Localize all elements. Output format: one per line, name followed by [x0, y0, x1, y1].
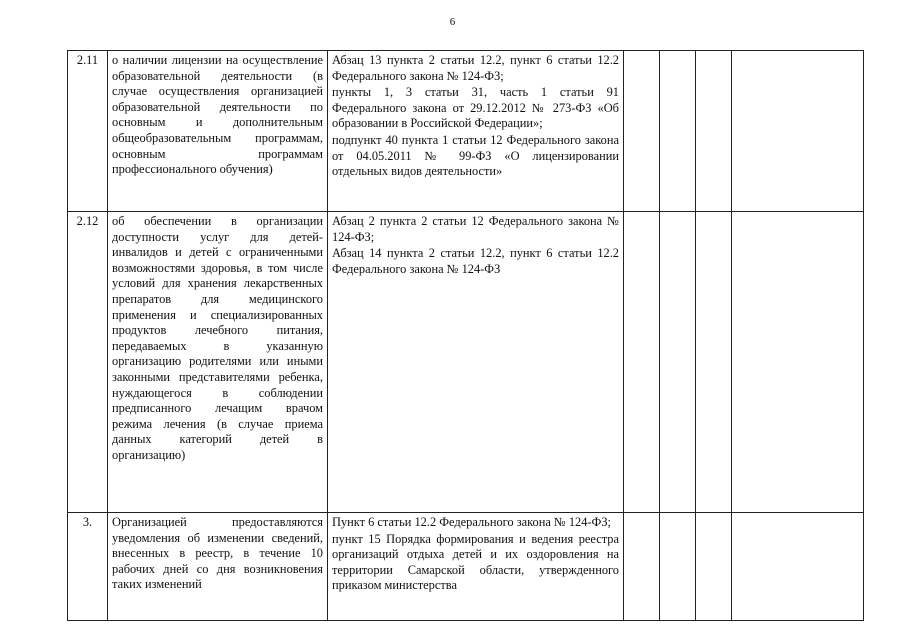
page-number: 6 [449, 16, 456, 28]
basis-paragraph: пункты 1, 3 статьи 31, часть 1 статьи 91 Федерального закона от 29.12.2012 № 273-ФЗ «Об образовании в Российской Федерации»; [332, 85, 619, 131]
empty-cell [696, 51, 732, 212]
row-description: об обеспечении в организации доступности услуг для детей-инвалидов и детей с ограниченными возможностями здоровья, в том числе условий для хранения лекарственных препаратов для медицинского применения и специализированных продуктов лечебного питания, передаваемых в указанную организацию родителями или иными законными представителями ребенка, нуждающегося в соблюдении предписанного лечащим врачом режима лечения (в случае приема данных категорий детей в организацию) [108, 212, 328, 513]
basis-paragraph: пункт 15 Порядка формирования и ведения реестра организаций отдыха детей и их оздоровления на территории Самарской области, утвержденного приказом министерства [332, 531, 619, 593]
basis-paragraph: Абзац 14 пункта 2 статьи 12.2, пункт 6 статьи 12.2 Федерального закона № 124-ФЗ [332, 246, 619, 276]
basis-paragraph: Абзац 2 пункта 2 статьи 12 Федерального закона № 124-ФЗ; [332, 214, 619, 244]
row-number: 3. [68, 513, 108, 621]
requirements-table [67, 50, 864, 621]
table-row [68, 513, 864, 621]
empty-cell [732, 51, 864, 212]
empty-cell [732, 212, 864, 513]
empty-cell [732, 513, 864, 621]
row-description: о наличии лицензии на осуществление образовательной деятельности (в случае осуществления организацией образовательной деятельности по основным и дополнительным общеобразовательным программам, основным программам профессионального обучения) [108, 51, 328, 212]
row-legal-basis [328, 51, 624, 212]
table-row [68, 51, 864, 212]
basis-paragraph: подпункт 40 пункта 1 статьи 12 Федерального закона от 04.05.2011 № 99-ФЗ «О лицензировании отдельных видов деятельности» [332, 132, 619, 179]
empty-cell [660, 212, 696, 513]
empty-cell [696, 513, 732, 621]
empty-cell [624, 51, 660, 212]
basis-paragraph: Пункт 6 статьи 12.2 Федерального закона № 124-ФЗ; [332, 515, 611, 529]
empty-cell [660, 513, 696, 621]
basis-paragraph: Абзац 13 пункта 2 статьи 12.2, пункт 6 статьи 12.2 Федерального закона № 124-ФЗ; [332, 53, 619, 83]
row-legal-basis [328, 212, 624, 513]
empty-cell [624, 212, 660, 513]
row-description: Организацией предоставляются уведомления об изменении сведений, внесенных в реестр, в течение 10 рабочих дней со дня возникновения таких изменений [108, 513, 328, 621]
row-legal-basis [328, 513, 624, 621]
table-row [68, 212, 864, 513]
empty-cell [624, 513, 660, 621]
empty-cell [660, 51, 696, 212]
empty-cell [696, 212, 732, 513]
row-number: 2.12 [68, 212, 108, 513]
row-number: 2.11 [68, 51, 108, 212]
